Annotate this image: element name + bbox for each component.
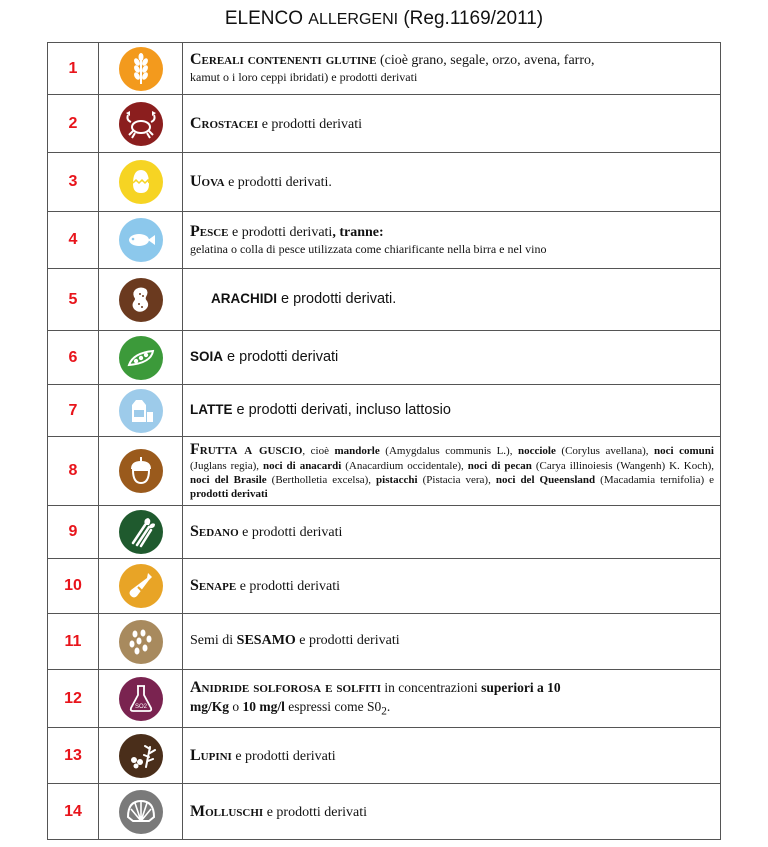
celery-icon [118,509,164,555]
allergen-description: Cereali contenenti glutine (cioè grano, segale, orzo, avena, farro, kamut o i loro ceppi ibridati) e prodotti derivati [183,43,721,95]
allergen-table [47,42,721,840]
row-number: 2 [48,95,99,153]
row-number: 12 [48,670,99,728]
allergen-description: LATTE e prodotti derivati, incluso lattosio [183,385,721,437]
shell-icon [118,789,164,835]
peanut-icon [118,277,164,323]
table-row [48,331,721,385]
row-number: 5 [48,269,99,331]
allergen-description: Molluschi e prodotti derivati [183,784,721,840]
allergen-description: Frutta a guscio, cioè mandorle (Amygdalus communis L.), nocciole (Corylus avellana), noci comuni (Juglans regia), noci di anacardi (Anacardium occidentale), noci di pecan (Carya illinoiesis (Wangenh) K. Koch), noci del Brasile (Bertholletia excelsa), pistacchi (Pistacia vera), noci del Queensland (Macadamia ternifolia) e prodotti derivati [183,437,721,506]
allergen-description: Crostacei e prodotti derivati [183,95,721,153]
allergen-description: Uova e prodotti derivati. [183,153,721,212]
lupin-icon [118,733,164,779]
soy-icon [118,335,164,381]
fish-icon [118,217,164,263]
table-row [48,437,721,506]
row-number: 11 [48,614,99,670]
mustard-icon [118,563,164,609]
allergen-description: Anidride solforosa e solfiti in concentrazioni superiori a 10 mg/Kg o 10 mg/l espressi come $S0_2$. [183,670,721,728]
row-number: 6 [48,331,99,385]
allergen-description: Semi di SESAMO e prodotti derivati [183,614,721,670]
row-number: 7 [48,385,99,437]
table-row [48,95,721,153]
milk-icon [118,388,164,434]
table-row [48,212,721,269]
wheat-icon [118,46,164,92]
table-row [48,269,721,331]
row-number: 3 [48,153,99,212]
row-number: 1 [48,43,99,95]
crab-icon [118,101,164,147]
row-number: 14 [48,784,99,840]
table-row [48,614,721,670]
table-row [48,670,721,728]
table-row [48,506,721,559]
allergen-description: Senape e prodotti derivati [183,559,721,614]
row-number: 9 [48,506,99,559]
allergen-description: Pesce e prodotti derivati, tranne: gelatina o colla di pesce utilizzata come chiarificante nella birra e nel vino [183,212,721,269]
table-row [48,784,721,840]
flask-icon [118,676,164,722]
nut-icon [118,448,164,494]
allergen-description: SOIA e prodotti derivati [183,331,721,385]
egg-icon [118,159,164,205]
allergen-description: Sedano e prodotti derivati [183,506,721,559]
table-row [48,728,721,784]
flask-label: SO2 [134,703,147,710]
sesame-icon [118,619,164,665]
row-number: 4 [48,212,99,269]
row-number: 13 [48,728,99,784]
allergen-description: ARACHIDI e prodotti derivati. [183,269,721,331]
row-number: 10 [48,559,99,614]
row-number: 8 [48,437,99,506]
table-row [48,385,721,437]
table-row [48,559,721,614]
allergen-description: Lupini e prodotti derivati [183,728,721,784]
page-title: ELENCO ALLERGENI (Reg.1169/2011) [224,8,544,29]
table-row [48,43,721,95]
table-row [48,153,721,212]
